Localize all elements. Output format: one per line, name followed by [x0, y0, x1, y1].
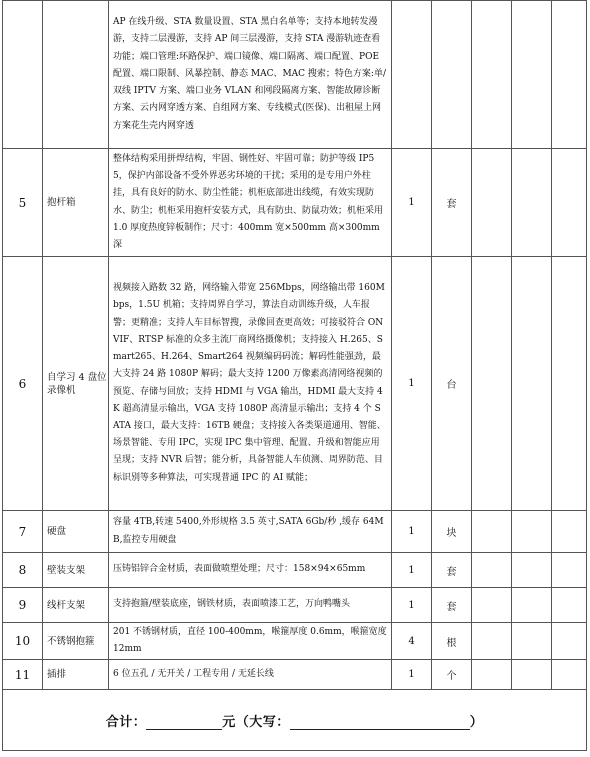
item-unit: 台: [432, 257, 472, 511]
item-quantity: 1: [392, 511, 432, 553]
empty-cell: [552, 553, 587, 588]
item-spec: [109, 553, 392, 588]
item-name: 壁装支架: [43, 553, 109, 588]
item-quantity: 1: [392, 257, 432, 511]
item-spec: [109, 511, 392, 553]
empty-cell: [552, 660, 587, 690]
item-name: 抱杆箱: [43, 149, 109, 257]
spec-text: 容量 4TB,转速 5400,外形规格 3.5 英寸,SATA 6Gb/秒 ,缓存 64MB,监控专用硬盘: [113, 517, 384, 545]
row-number: 8: [3, 553, 43, 588]
spec-text: 201 不锈钢材质，直径 100-400mm，喉箍厚度 0.6mm，喉箍宽度 12mm: [113, 627, 387, 655]
empty-cell: [552, 623, 587, 660]
total-label: 合计：: [105, 714, 147, 730]
table-row: [3, 1, 587, 149]
row-number: [3, 1, 43, 149]
empty-cell: [512, 588, 552, 623]
item-unit: 套: [432, 149, 472, 257]
row-number: 9: [3, 588, 43, 623]
item-unit: 个: [432, 660, 472, 690]
total-amount-blank: [146, 715, 222, 730]
empty-cell: [472, 553, 512, 588]
total-row: [3, 690, 587, 751]
empty-cell: [472, 623, 512, 660]
spec-text: 压铸铝锌合金材质，表面做喷塑处理；尺寸：158×94×65mm: [113, 564, 366, 575]
item-unit: [432, 1, 472, 149]
row-number: 6: [3, 257, 43, 511]
item-spec: [109, 588, 392, 623]
total-uppercase-blank: [290, 715, 470, 730]
empty-cell: [552, 588, 587, 623]
empty-cell: [512, 553, 552, 588]
table-row: [3, 623, 587, 660]
total-close: ）: [469, 714, 484, 730]
item-unit: 套: [432, 553, 472, 588]
empty-cell: [472, 660, 512, 690]
empty-cell: [472, 149, 512, 257]
quotation-sheet: [2, 0, 586, 757]
empty-cell: [472, 257, 512, 511]
item-name: 自学习 4 盘位录像机: [43, 257, 109, 511]
item-name: 插排: [43, 660, 109, 690]
item-quantity: 1: [392, 149, 432, 257]
item-name: 线杆支架: [43, 588, 109, 623]
item-unit: 根: [432, 623, 472, 660]
empty-cell: [512, 660, 552, 690]
spec-text: 6 位五孔 / 无开关 / 工程专用 / 无延长线: [113, 669, 274, 680]
item-quantity: 1: [392, 588, 432, 623]
table-row: [3, 257, 587, 511]
spec-text: 整体结构采用拼焊结构，牢固、钢性好、牢固可靠；防护等级 IP55，保护内部设备不受外界恶劣环境的干扰；采用的是专用户外柱挂，具有良好的防水、防尘性能；机柜底部进出线缆，有效实现防水、防尘；机柜采用抱杆安装方式，具有防虫、防鼠功效；机柜采用 1.0 厚度热度锌板制作；尺寸：400mm 宽×500mm 高×300mm 深: [113, 153, 384, 250]
table-row: [3, 149, 587, 257]
empty-cell: [512, 511, 552, 553]
item-quantity: [392, 1, 432, 149]
item-quantity: 4: [392, 623, 432, 660]
row-number: 5: [3, 149, 43, 257]
total-cell: [3, 690, 587, 751]
item-spec: [109, 1, 392, 149]
item-name: 硬盘: [43, 511, 109, 553]
empty-cell: [472, 511, 512, 553]
item-unit: 套: [432, 588, 472, 623]
empty-cell: [512, 149, 552, 257]
item-name: [43, 1, 109, 149]
spec-text: 视频接入路数 32 路，网络输入带宽 256Mbps，网络输出带 160Mbps，1.5U 机箱；支持周界自学习，算法自动训练升级，人车报警；更精准；支持人车目标智搜，录像回查更高效；可接驳符合 ONVIF、RTSP 标准的众多主流厂商网络摄像机；支持接入 H.265、Smart265、H.264、Smart264 视频编码码流；解码性能强劲，最大支持 24 路 1080P 解码；最大支持 1200 万像素高清网络视频的预览、存储与回放；支持 HDMI 与 VGA 输出，HDMI 最大支持 4K 超高清显示输出，VGA 支持 1080P 高清显示输出；支持 4 个 SATA 接口，最大支持：16TB 硬盘；支持接入各类渠道通用、智能、场景智能、专用 IPC，实现 IPC 集中管理、配置、升级和智能应用呈现；支持 NVR 后智；能分析，具备智能人车侦测、周界防范、目标识别等多种算法，可实现普通 IPC 的 AI 赋能；: [113, 283, 386, 483]
empty-cell: [472, 588, 512, 623]
empty-cell: [552, 511, 587, 553]
table-row: [3, 553, 587, 588]
spec-text: 支持抱箍/壁装底座，钢铁材质，表面喷漆工艺，万向鸭嘴头: [113, 599, 351, 610]
spec-text: AP 在线升级、STA 数量设置、STA 黑白名单等；支持本地转发漫游，支持二层漫游，支持 AP 间三层漫游，支持 STA 漫游轨迹查看功能；端口管理:环路保护、端口镜像、端口隔离、端口配置、POE 配置、端口限制、风暴控制、静态 MAC、MAC 搜索；特色方案:单/双线 IPTV 方案、端口业务 VLAN 和网段隔离方案、智能故障诊断方案、云内网穿透方案、自组网方案、专线模式(医保)、出租屋上网方案花生壳内网穿透: [113, 17, 386, 131]
row-number: 11: [3, 660, 43, 690]
empty-cell: [512, 623, 552, 660]
equipment-table: [2, 0, 587, 751]
empty-cell: [512, 257, 552, 511]
item-quantity: 1: [392, 660, 432, 690]
table-row: [3, 588, 587, 623]
item-name: 不锈钢抱箍: [43, 623, 109, 660]
item-spec: [109, 149, 392, 257]
empty-cell: [552, 149, 587, 257]
empty-cell: [552, 1, 587, 149]
table-row: [3, 511, 587, 553]
item-spec: [109, 660, 392, 690]
empty-cell: [512, 1, 552, 149]
item-unit: 块: [432, 511, 472, 553]
empty-cell: [552, 257, 587, 511]
item-spec: [109, 623, 392, 660]
row-number: 7: [3, 511, 43, 553]
total-unit-label: 元（大写：: [222, 714, 290, 730]
empty-cell: [472, 1, 512, 149]
item-spec: [109, 257, 392, 511]
table-row: [3, 660, 587, 690]
row-number: 10: [3, 623, 43, 660]
item-quantity: 1: [392, 553, 432, 588]
